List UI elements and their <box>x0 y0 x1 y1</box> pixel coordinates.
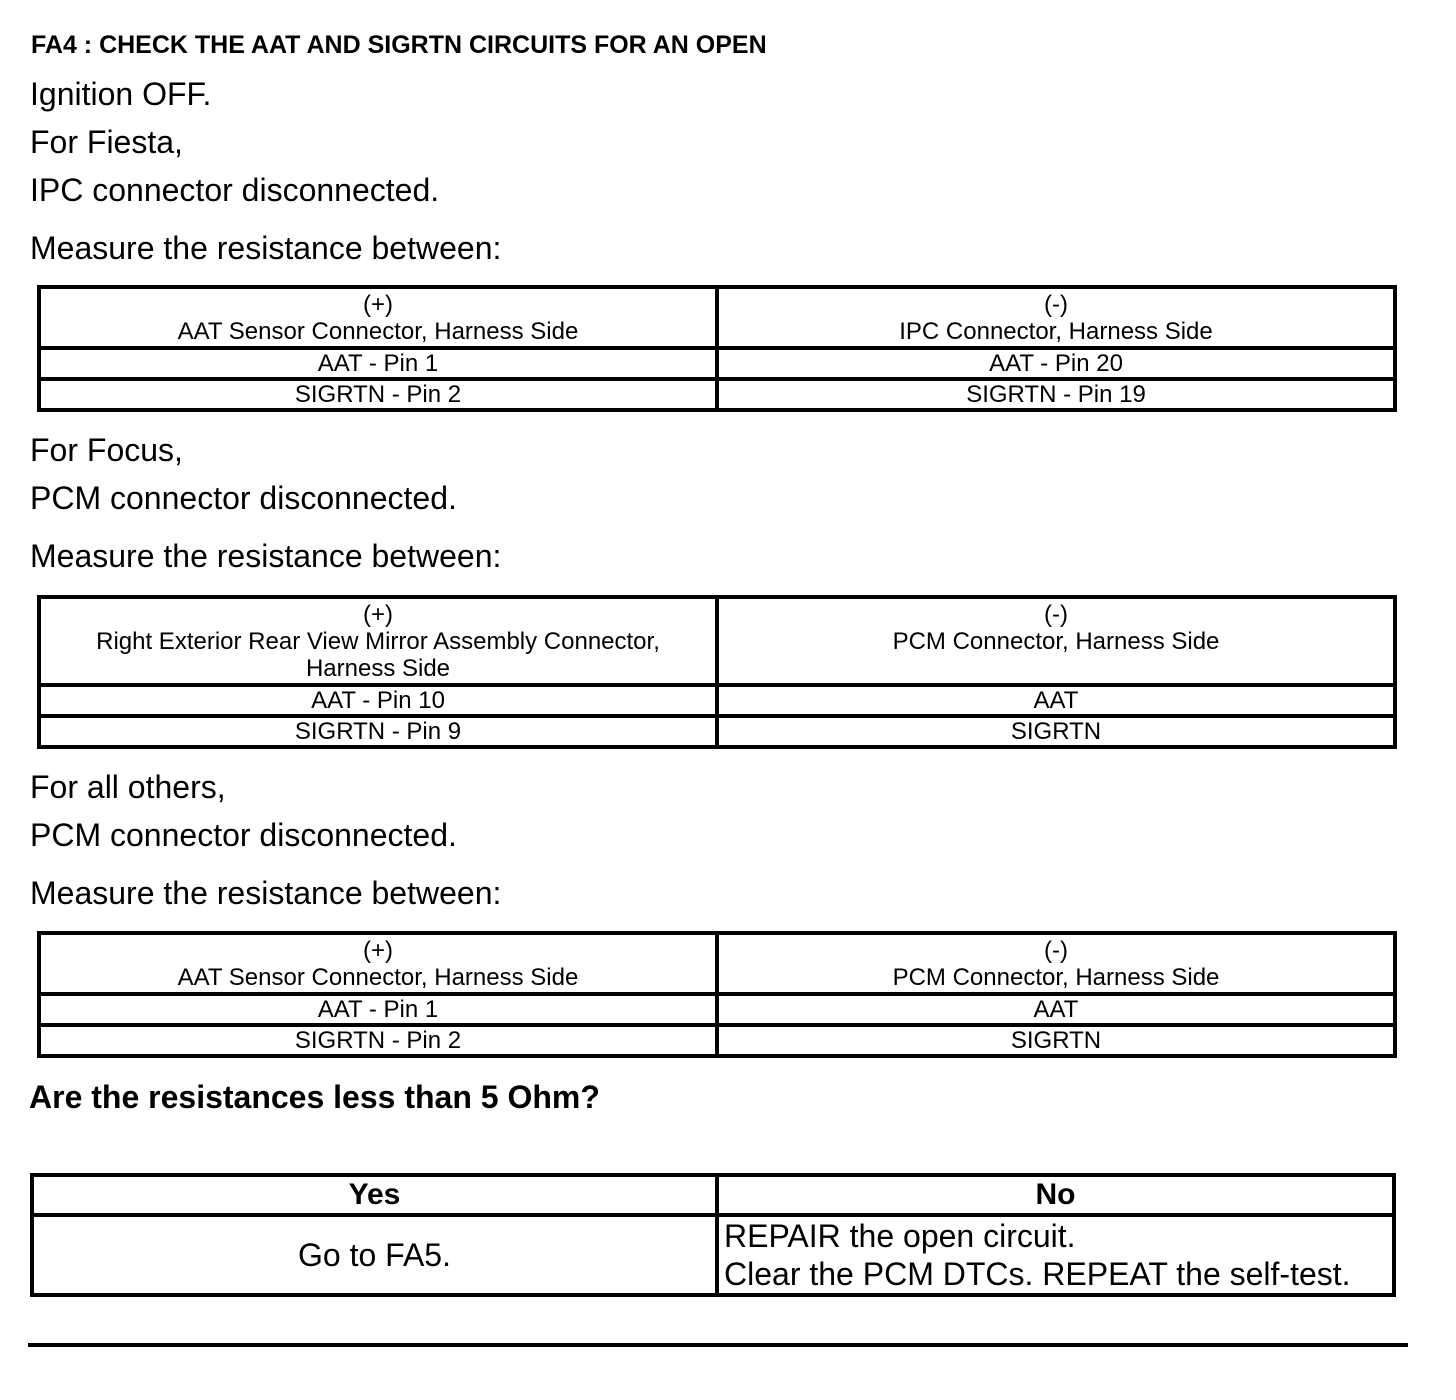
yes-header: Yes <box>32 1175 717 1215</box>
no-header: No <box>717 1175 1394 1215</box>
minus-header <box>717 287 1395 348</box>
measure-instruction-others: Measure the resistance between: <box>30 875 502 911</box>
minus-pin-cell: AAT <box>717 685 1395 716</box>
others-label: For all others, <box>30 769 226 805</box>
minus-pin-cell: AAT <box>717 994 1395 1025</box>
plus-pin-cell: SIGRTN - Pin 9 <box>39 716 717 747</box>
plus-pin-cell: AAT - Pin 10 <box>39 685 717 716</box>
measure-instruction-fiesta: Measure the resistance between: <box>30 230 502 266</box>
no-action-line-1: REPAIR the open circuit. <box>724 1218 1076 1254</box>
table-row <box>39 716 1395 747</box>
others-disconnect-instruction: PCM connector disconnected. <box>30 817 457 853</box>
plus-sign: (+) <box>363 937 393 964</box>
focus-disconnect-instruction: PCM connector disconnected. <box>30 480 457 516</box>
table-row <box>39 379 1395 410</box>
minus-sign: (-) <box>1044 937 1068 964</box>
table-row <box>39 348 1395 379</box>
table-row <box>39 1025 1395 1056</box>
plus-sign: (+) <box>363 601 393 628</box>
plus-connector-label: AAT Sensor Connector, Harness Side <box>177 964 579 991</box>
measure-instruction-focus: Measure the resistance between: <box>30 538 502 574</box>
minus-sign: (-) <box>1044 291 1068 318</box>
others-measurement-table <box>37 931 1397 1058</box>
plus-connector-label: Right Exterior Rear View Mirror Assembly Connector, <box>96 628 660 655</box>
plus-pin-cell: SIGRTN - Pin 2 <box>39 379 717 410</box>
bottom-divider <box>28 1343 1408 1347</box>
plus-pin-cell: AAT - Pin 1 <box>39 994 717 1025</box>
plus-pin-cell: SIGRTN - Pin 2 <box>39 1025 717 1056</box>
plus-connector-label: AAT Sensor Connector, Harness Side <box>177 318 579 345</box>
plus-header <box>39 287 717 348</box>
fiesta-label: For Fiesta, <box>30 124 183 160</box>
plus-pin-cell: AAT - Pin 1 <box>39 348 717 379</box>
minus-pin-cell: SIGRTN <box>717 716 1395 747</box>
plus-connector-label-cont: Harness Side <box>305 655 451 682</box>
table-row <box>39 685 1395 716</box>
no-action <box>717 1215 1394 1295</box>
decision-question: Are the resistances less than 5 Ohm? <box>29 1079 600 1115</box>
ignition-instruction: Ignition OFF. <box>30 76 212 112</box>
minus-connector-label: PCM Connector, Harness Side <box>892 628 1220 655</box>
plus-sign: (+) <box>363 291 393 318</box>
fiesta-measurement-table <box>37 285 1397 412</box>
focus-label: For Focus, <box>30 432 183 468</box>
fiesta-disconnect-instruction: IPC connector disconnected. <box>30 172 440 208</box>
step-heading: FA4 : CHECK THE AAT AND SIGRTN CIRCUITS FOR AN OPEN <box>31 31 767 59</box>
minus-pin-cell: AAT - Pin 20 <box>717 348 1395 379</box>
focus-measurement-table <box>37 595 1397 749</box>
yes-action: Go to FA5. <box>32 1215 717 1295</box>
minus-connector-label: PCM Connector, Harness Side <box>892 964 1220 991</box>
minus-pin-cell: SIGRTN <box>717 1025 1395 1056</box>
minus-header <box>717 597 1395 685</box>
no-action-line-2: Clear the PCM DTCs. REPEAT the self-test. <box>724 1256 1351 1292</box>
plus-header <box>39 933 717 994</box>
minus-pin-cell: SIGRTN - Pin 19 <box>717 379 1395 410</box>
table-row <box>39 994 1395 1025</box>
minus-connector-label: IPC Connector, Harness Side <box>899 318 1213 345</box>
minus-sign: (-) <box>1044 601 1068 628</box>
minus-header <box>717 933 1395 994</box>
decision-table <box>30 1173 1396 1297</box>
plus-header <box>39 597 717 685</box>
